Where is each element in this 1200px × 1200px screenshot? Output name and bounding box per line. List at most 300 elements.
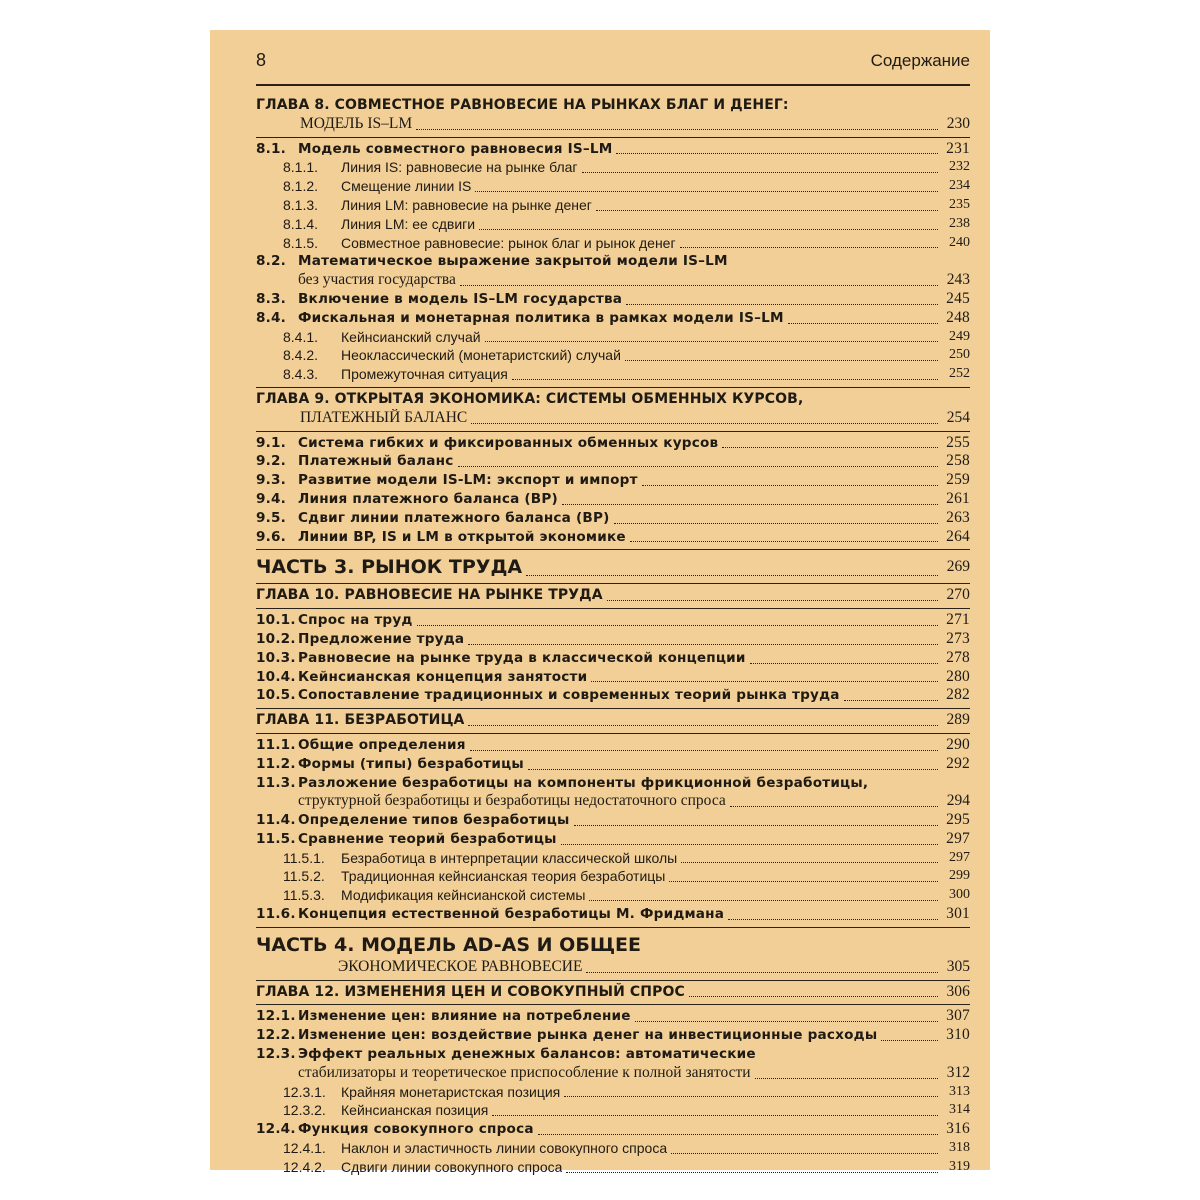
toc-page-number: 232 (949, 159, 970, 175)
toc-entry-text: Линия платежного баланса (BP) (298, 490, 558, 507)
toc-leader-dots (582, 172, 938, 173)
toc-entry-number: 11.4. (256, 812, 296, 829)
toc-entry-number: 8.1. (256, 140, 287, 157)
toc-leader-dots (625, 360, 938, 361)
toc-entry-title (283, 234, 676, 253)
toc-entry-number: 8.1.1. (283, 159, 319, 176)
toc-divider (256, 980, 970, 981)
toc-entry-text: Сопоставление традиционных и современных теорий рынка труда (298, 687, 840, 704)
running-head-title: Содержание (870, 51, 970, 70)
toc-entry-sec (256, 668, 970, 687)
toc-page-number: 313 (949, 1083, 970, 1099)
toc-entry-sub (256, 215, 970, 234)
toc-page-number: 290 (946, 735, 970, 753)
toc-entry-text: Крайняя монетаристская позиция (341, 1083, 561, 1100)
toc-leader-dots (586, 972, 938, 973)
toc-leader-dots (416, 129, 938, 130)
toc-page-number: 294 (946, 792, 970, 810)
toc-leader-dots (528, 769, 938, 770)
toc-entry-number: 11.1. (256, 736, 296, 753)
toc-entry-text: Линия LM: равновесие на рынке денег (341, 196, 592, 213)
toc-entry-sub (256, 1083, 970, 1102)
toc-entry-title (283, 346, 621, 365)
toc-entry-number: 11.2. (256, 755, 296, 772)
toc-page-number: 248 (946, 308, 970, 326)
toc-entry-text: Изменение цен: влияние на потребление (298, 1008, 631, 1025)
toc-leader-dots (630, 541, 938, 542)
toc-divider (256, 608, 970, 609)
toc-page-number: 259 (946, 471, 970, 489)
toc-entry-title (283, 1139, 667, 1158)
toc-entry-text: Сдвиг линии платежного баланса (BP) (298, 509, 610, 526)
toc-entry-sub (256, 328, 970, 347)
toc-entry-title (256, 755, 524, 774)
toc-leader-dots (881, 1040, 938, 1041)
toc-entry-sec (256, 811, 970, 830)
toc-divider (256, 549, 970, 550)
toc-page-number: 280 (946, 667, 970, 685)
toc-entry-sec (256, 509, 970, 528)
toc-divider (256, 708, 970, 709)
toc-entry-text: стабилизаторы и теоретическое приспособление к полной занятости (298, 1063, 751, 1081)
toc-entry-sub (256, 158, 970, 177)
toc-page-number: 234 (949, 178, 970, 194)
toc-entry-text: ЧАСТЬ 3. РЫНОК ТРУДА (256, 556, 523, 579)
page-number: 8 (256, 50, 267, 70)
toc-page-number: 278 (946, 648, 970, 666)
toc-entry-text: Включение в модель IS–LM государства (298, 290, 623, 307)
toc-divider (256, 733, 970, 734)
toc-divider (256, 387, 970, 388)
toc-page-number: 318 (949, 1140, 970, 1156)
toc-entry-text: Неоклассический (монетаристский) случай (341, 347, 621, 364)
toc-entry-text: Сравнение теорий безработицы (298, 830, 557, 847)
toc-entry-title (256, 309, 784, 328)
toc-entry-title (256, 252, 728, 271)
toc-entry-text: Математическое выражение закрытой модели IS–LM (298, 253, 728, 270)
toc-leader-dots (564, 1096, 938, 1097)
running-head (256, 50, 970, 86)
toc-entry-title (256, 290, 622, 309)
toc-leader-dots (475, 191, 938, 192)
toc-entry-text: ЧАСТЬ 4. МОДЕЛЬ AD-AS И ОБЩЕЕ (256, 933, 641, 956)
toc-entry-text: ГЛАВА 10. РАВНОВЕСИЕ НА РЫНКЕ ТРУДА (256, 587, 603, 604)
toc-entry-title (298, 1064, 751, 1083)
toc-leader-dots (681, 862, 938, 863)
toc-page-number: 273 (946, 629, 970, 647)
toc-page-number: 240 (949, 234, 970, 250)
toc-entry-number: 8.4.3. (283, 366, 319, 383)
toc-page-number: 306 (946, 982, 970, 1000)
toc-leader-dots (596, 210, 938, 211)
toc-entry-number: 8.4.1. (283, 328, 319, 345)
toc-entry-title (283, 1083, 560, 1102)
toc-entry-sec (256, 774, 970, 793)
toc-entry-title (300, 409, 467, 428)
toc-entry-number: 12.2. (256, 1027, 296, 1044)
toc-entry-sec (256, 1120, 970, 1139)
toc-entry-title (283, 867, 665, 886)
toc-leader-dots (750, 663, 938, 664)
toc-leader-dots (471, 423, 938, 424)
toc-entry-text: Кейнсианский случай (341, 328, 481, 345)
toc-entry-chapter (256, 983, 970, 1002)
toc-entry-text: Разложение безработицы на компоненты фрикционной безработицы, (298, 774, 869, 791)
book-page (210, 30, 990, 1175)
toc-leader-dots (458, 466, 938, 467)
toc-leader-dots (844, 700, 938, 701)
toc-entry-title (256, 471, 638, 490)
toc-entry-title (256, 140, 612, 159)
toc-divider (256, 583, 970, 584)
toc-leader-dots (562, 504, 938, 505)
toc-entry-number: 9.5. (256, 509, 287, 526)
toc-page-number: 270 (946, 586, 970, 604)
toc-entry-title (256, 983, 685, 1002)
toc-page-number: 258 (946, 452, 970, 470)
toc-entry-text: Эффект реальных денежных балансов: автоматические (298, 1046, 756, 1063)
toc-leader-dots (635, 1021, 938, 1022)
toc-page-number: 312 (946, 1063, 970, 1081)
toc-entry-text: Наклон и эластичность линии совокупного спроса (341, 1140, 668, 1157)
toc-entry-title (256, 434, 718, 453)
toc-entry-sec (256, 1026, 970, 1045)
toc-entry-title (256, 932, 641, 958)
toc-page-number: 269 (946, 558, 970, 576)
toc-page-number: 301 (946, 905, 970, 923)
toc-entry-title (256, 811, 570, 830)
toc-entry-text: структурной безработицы и безработицы недостаточного спроса (298, 792, 726, 810)
toc-entry-number: 8.1.4. (283, 215, 319, 232)
toc-entry-number: 9.6. (256, 528, 287, 545)
toc-entry-title (256, 528, 626, 547)
toc-entry-sec (256, 452, 970, 471)
toc-entry-text: Совместное равновесие: рынок благ и рынок денег (341, 234, 676, 251)
toc-entry-chcont (256, 409, 970, 428)
toc-entry-cont (256, 271, 970, 290)
toc-page-number: 297 (946, 829, 970, 847)
toc-entry-text: МОДЕЛЬ IS–LM (300, 114, 413, 132)
toc-entry-number: 11.5.3. (283, 887, 325, 904)
toc-leader-dots (607, 600, 938, 601)
toc-entry-text: без участия государства (298, 271, 456, 289)
toc-entry-title (256, 830, 557, 849)
toc-entry-text: Линия LM: ее сдвиги (341, 215, 476, 232)
toc-entry-number: 8.3. (256, 290, 287, 307)
toc-leader-dots (566, 1172, 938, 1173)
toc-page-number: 261 (946, 489, 970, 507)
toc-entry-title (283, 1158, 562, 1177)
toc-leader-dots (680, 247, 938, 248)
toc-entry-number: 12.4.1. (283, 1140, 326, 1157)
toc-entry-text: Спрос на труд (298, 612, 413, 629)
toc-leader-dots (616, 153, 938, 154)
toc-entry-title (256, 1045, 756, 1064)
toc-page-number: 245 (946, 289, 970, 307)
toc-entry-title (256, 630, 464, 649)
toc-entry-sec (256, 434, 970, 453)
toc-leader-dots (614, 523, 938, 524)
toc-divider (256, 1004, 970, 1005)
toc-entry-sec (256, 830, 970, 849)
table-of-contents (256, 96, 970, 1177)
toc-page-number: 289 (946, 711, 970, 729)
toc-entry-title (283, 158, 578, 177)
toc-leader-dots (730, 806, 938, 807)
toc-entry-title (256, 1026, 877, 1045)
toc-entry-sub (256, 365, 970, 384)
toc-leader-dots (417, 625, 938, 626)
toc-page-number: 292 (946, 754, 970, 772)
toc-page-number: 314 (949, 1102, 970, 1118)
toc-entry-text: Линии BP, IS и LM в открытой экономике (298, 528, 626, 545)
toc-entry-sec (256, 1045, 970, 1064)
toc-entry-number: 8.4. (256, 309, 287, 326)
toc-entry-title (256, 1007, 631, 1026)
toc-entry-number: 9.4. (256, 490, 287, 507)
toc-entry-sec (256, 528, 970, 547)
toc-entry-sub (256, 196, 970, 215)
toc-leader-dots (722, 447, 938, 448)
toc-entry-sub (256, 1158, 970, 1177)
toc-entry-title (256, 668, 587, 687)
toc-leader-dots (574, 825, 938, 826)
toc-entry-title (283, 1101, 488, 1120)
toc-entry-sec (256, 630, 970, 649)
toc-entry-title (283, 215, 475, 234)
toc-page-number: 252 (949, 366, 970, 382)
toc-entry-text: Традиционная кейнсианская теория безработицы (341, 868, 666, 885)
toc-leader-dots (671, 1153, 938, 1154)
toc-leader-dots (468, 644, 938, 645)
toc-page-number: 282 (946, 686, 970, 704)
toc-page-number: 249 (949, 328, 970, 344)
toc-entry-number: 11.5. (256, 830, 296, 847)
toc-page-number: 310 (946, 1026, 970, 1044)
toc-entry-text: Промежуточная ситуация (341, 366, 508, 383)
toc-leader-dots (689, 996, 938, 997)
toc-leader-dots (642, 485, 938, 486)
toc-page-number: 300 (949, 887, 970, 903)
toc-entry-title (300, 115, 412, 134)
toc-entry-chapter (256, 96, 970, 115)
toc-entry-sec (256, 1007, 970, 1026)
toc-entry-text: Платежный баланс (298, 453, 454, 470)
toc-entry-text: Модель совместного равновесия IS–LM (298, 140, 613, 157)
toc-page-number: 263 (946, 508, 970, 526)
toc-leader-dots (755, 1078, 938, 1079)
toc-entry-chapter (256, 711, 970, 730)
toc-entry-number: 12.4. (256, 1121, 296, 1138)
toc-page-number: 316 (946, 1120, 970, 1138)
toc-entry-sub (256, 886, 970, 905)
toc-entry-text: Формы (типы) безработицы (298, 755, 524, 772)
toc-entry-sec (256, 471, 970, 490)
toc-entry-sec (256, 490, 970, 509)
toc-leader-dots (512, 379, 938, 380)
toc-entry-number: 8.4.2. (283, 347, 319, 364)
toc-entry-sub (256, 1101, 970, 1120)
toc-entry-number: 9.3. (256, 472, 287, 489)
toc-entry-title (338, 958, 582, 977)
toc-entry-sec (256, 611, 970, 630)
toc-entry-number: 12.3.2. (283, 1102, 326, 1119)
toc-entry-number: 11.5.2. (283, 868, 325, 885)
toc-entry-partcont (256, 958, 970, 977)
toc-page-number: 271 (946, 611, 970, 629)
toc-entry-title (256, 96, 789, 115)
toc-leader-dots (479, 229, 938, 230)
toc-entry-number: 11.6. (256, 906, 296, 923)
toc-entry-text: Система гибких и фиксированных обменных курсов (298, 434, 719, 451)
toc-entry-number: 8.2. (256, 253, 287, 270)
toc-page-number: 255 (946, 433, 970, 451)
toc-page-number: 243 (946, 271, 970, 289)
toc-entry-title (256, 649, 746, 668)
toc-entry-text: Развитие модели IS-LM: экспорт и импорт (298, 472, 638, 489)
toc-entry-title (298, 271, 456, 290)
toc-entry-part (256, 932, 970, 958)
toc-page-number: 307 (946, 1007, 970, 1025)
toc-page-number: 305 (946, 957, 970, 975)
toc-entry-title (283, 328, 481, 347)
toc-leader-dots (591, 681, 938, 682)
toc-leader-dots (538, 1134, 938, 1135)
toc-entry-number: 11.3. (256, 774, 296, 791)
toc-entry-title (256, 452, 454, 471)
toc-entry-title (283, 365, 508, 384)
toc-entry-sub (256, 849, 970, 868)
toc-leader-dots (561, 844, 938, 845)
toc-entry-number: 10.1. (256, 612, 296, 629)
toc-entry-text: Линия IS: равновесие на рынке благ (341, 159, 578, 176)
toc-entry-title (256, 554, 522, 580)
toc-entry-number: 12.1. (256, 1008, 296, 1025)
toc-entry-text: Равновесие на рынке труда в классической концепции (298, 649, 746, 666)
toc-entry-text: ГЛАВА 11. БЕЗРАБОТИЦА (256, 712, 465, 729)
toc-entry-number: 12.4.2. (283, 1158, 326, 1175)
toc-entry-text: Общие определения (298, 736, 466, 753)
toc-entry-number: 10.3. (256, 649, 296, 666)
toc-entry-sec (256, 905, 970, 924)
toc-entry-number: 8.1.5. (283, 234, 319, 251)
toc-entry-text: Фискальная и монетарная политика в рамках модели IS–LM (298, 309, 784, 326)
toc-entry-text: Определение типов безработицы (298, 812, 570, 829)
toc-entry-number: 8.1.3. (283, 196, 319, 213)
toc-page-number: 297 (949, 849, 970, 865)
toc-entry-text: Сдвиги линии совокупного спроса (341, 1158, 563, 1175)
toc-entry-title (256, 490, 558, 509)
toc-entry-text: Концепция естественной безработицы М. Фридмана (298, 906, 725, 923)
toc-entry-title (256, 611, 413, 630)
toc-page-number: 231 (946, 139, 970, 157)
toc-entry-sec (256, 309, 970, 328)
toc-entry-number: 12.3. (256, 1046, 296, 1063)
toc-entry-number: 10.2. (256, 630, 296, 647)
toc-entry-sub (256, 346, 970, 365)
toc-entry-sub (256, 1139, 970, 1158)
toc-page-number: 264 (946, 527, 970, 545)
toc-leader-dots (669, 881, 938, 882)
toc-entry-text: Изменение цен: воздействие рынка денег на инвестиционные расходы (298, 1027, 878, 1044)
toc-entry-text: ГЛАВА 9. ОТКРЫТАЯ ЭКОНОМИКА: СИСТЕМЫ ОБМЕННЫХ КУРСОВ, (256, 390, 804, 407)
toc-entry-title (283, 886, 585, 905)
toc-entry-text: ГЛАВА 8. СОВМЕСТНОЕ РАВНОВЕСИЕ НА РЫНКАХ БЛАГ И ДЕНЕГ: (256, 97, 789, 113)
toc-entry-title (256, 711, 464, 730)
toc-leader-dots (485, 341, 938, 342)
toc-entry-cont (256, 1064, 970, 1083)
toc-entry-title (283, 196, 592, 215)
toc-page-number: 319 (949, 1158, 970, 1174)
toc-entry-number: 12.3.1. (283, 1083, 326, 1100)
toc-leader-dots (626, 304, 938, 305)
toc-entry-sec (256, 736, 970, 755)
toc-entry-text: Предложение труда (298, 630, 465, 647)
toc-entry-title (256, 686, 840, 705)
toc-divider (256, 137, 970, 138)
toc-leader-dots (468, 725, 938, 726)
toc-entry-title (283, 177, 471, 196)
toc-entry-sub (256, 177, 970, 196)
toc-entry-text: Безработица в интерпретации классической школы (341, 849, 678, 866)
toc-page-number: 299 (949, 868, 970, 884)
toc-entry-chapter (256, 586, 970, 605)
toc-entry-part (256, 554, 970, 580)
toc-page-number: 238 (949, 215, 970, 231)
toc-entry-sec (256, 649, 970, 668)
toc-entry-sub (256, 867, 970, 886)
toc-leader-dots (492, 1115, 938, 1116)
toc-entry-text: ПЛАТЕЖНЫЙ БАЛАНС (300, 408, 468, 426)
toc-entry-text: Смещение линии IS (341, 178, 472, 195)
toc-entry-sub (256, 234, 970, 253)
toc-entry-cont (256, 792, 970, 811)
toc-divider (256, 927, 970, 928)
toc-entry-sec (256, 755, 970, 774)
toc-entry-text: Кейнсианская концепция занятости (298, 668, 588, 685)
toc-entry-sec (256, 686, 970, 705)
toc-entry-number: 9.2. (256, 453, 287, 470)
toc-entry-title (256, 905, 724, 924)
toc-page-number: 250 (949, 347, 970, 363)
toc-entry-title (256, 390, 803, 409)
toc-leader-dots (589, 900, 938, 901)
toc-entry-text: ГЛАВА 12. ИЗМЕНЕНИЯ ЦЕН И СОВОКУПНЫЙ СПРОС (256, 983, 685, 1000)
toc-entry-chcont (256, 115, 970, 134)
toc-entry-chapter (256, 390, 970, 409)
toc-leader-dots (460, 285, 938, 286)
toc-leader-dots (788, 323, 938, 324)
toc-entry-number: 10.5. (256, 687, 296, 704)
toc-page-number: 295 (946, 811, 970, 829)
toc-entry-title (256, 774, 868, 793)
toc-page-number: 235 (949, 196, 970, 212)
toc-entry-text: Кейнсианская позиция (341, 1102, 489, 1119)
toc-leader-dots (526, 575, 938, 576)
toc-page-number: 254 (946, 408, 970, 426)
toc-entry-sec (256, 290, 970, 309)
toc-entry-text: Функция совокупного спроса (298, 1121, 534, 1138)
toc-entry-title (298, 792, 726, 811)
toc-entry-title (256, 509, 610, 528)
toc-entry-number: 9.1. (256, 434, 287, 451)
toc-entry-sec (256, 252, 970, 271)
toc-divider (256, 431, 970, 432)
toc-entry-title (256, 1120, 534, 1139)
toc-entry-number: 10.4. (256, 668, 296, 685)
toc-entry-title (256, 736, 466, 755)
toc-entry-text: Модификация кейнсианской системы (341, 887, 586, 904)
